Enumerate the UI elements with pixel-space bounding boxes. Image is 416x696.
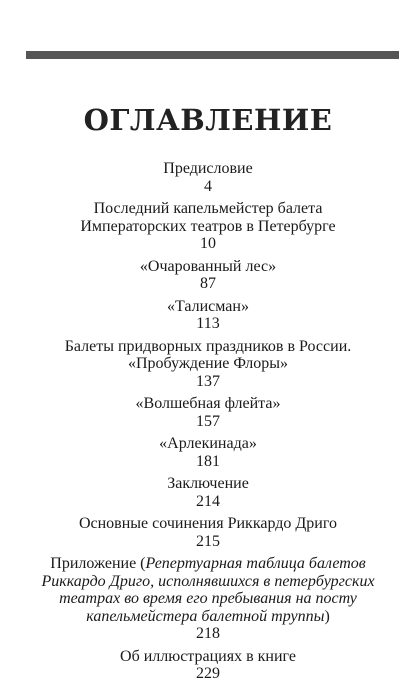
toc-entry-magic-flute[interactable] <box>0 395 416 430</box>
toc-entry-title-prefix: Приложение ( <box>50 555 146 572</box>
top-rule <box>26 51 399 59</box>
toc-entry-title: Балеты придворных праздников в России. <box>64 337 352 355</box>
toc-entry-title: Предисловие <box>163 160 253 177</box>
toc-entry-title <box>0 555 416 573</box>
toc-entry-title-italic: Репертуарная таблица балетов <box>145 555 366 572</box>
toc-entry-title-italic: капельмейстера балетной труппы <box>86 607 325 625</box>
toc-entry-title <box>0 590 416 608</box>
toc-page-number: 137 <box>196 372 220 390</box>
toc-page-number: 10 <box>200 235 216 252</box>
toc-entry-title: Последний капельмейстер балета <box>93 200 323 217</box>
toc-page-number: 181 <box>196 452 220 470</box>
toc-entry-title: «Волшебная флейта» <box>135 395 281 412</box>
toc-page-number: 229 <box>196 665 220 682</box>
toc-page-number: 157 <box>196 412 220 430</box>
toc-entry-title-italic: Риккардо Дриго, исполнявшихся в петербургских <box>41 572 375 590</box>
toc-entry-enchanted-forest[interactable] <box>0 258 416 293</box>
toc-entry-title: Заключение <box>167 475 249 492</box>
toc-entry-title-italic: театрах во время его пребывания на посту <box>59 590 357 607</box>
toc-entry-last-kapellmeister[interactable] <box>0 200 416 253</box>
toc-entry-title <box>0 573 416 591</box>
toc-entry-title-suffix: ) <box>324 607 330 625</box>
toc-entry-title <box>0 608 416 626</box>
toc-page-number: 113 <box>196 315 220 332</box>
table-of-contents <box>0 160 416 688</box>
toc-entry-title: «Пробуждение Флоры» <box>128 355 288 372</box>
toc-entry-title: «Очарованный лес» <box>139 257 277 275</box>
toc-entry-appendix[interactable] <box>0 555 416 643</box>
toc-entry-court-ballets[interactable] <box>0 338 416 391</box>
toc-page-number: 87 <box>200 275 216 292</box>
toc-entry-preface[interactable] <box>0 160 416 195</box>
toc-entry-harlequinade[interactable] <box>0 435 416 470</box>
toc-page-number: 218 <box>196 625 220 642</box>
toc-entry-conclusion[interactable] <box>0 475 416 510</box>
toc-page-number: 214 <box>196 492 220 510</box>
toc-page-number: 4 <box>204 177 212 195</box>
toc-entry-title: Основные сочинения Риккардо Дриго <box>78 515 338 532</box>
toc-entry-title: Императорских театров в Петербурге <box>80 217 336 235</box>
toc-entry-title: Об иллюстрациях в книге <box>120 647 296 665</box>
toc-entry-title: «Талисман» <box>167 297 249 315</box>
toc-entry-main-works[interactable] <box>0 515 416 550</box>
toc-entry-title: «Арлекинада» <box>159 435 257 452</box>
toc-page-number: 215 <box>196 532 220 550</box>
toc-entry-illustrations[interactable] <box>0 648 416 683</box>
toc-entry-talisman[interactable] <box>0 298 416 333</box>
page-title: ОГЛАВЛЕНИЕ <box>83 103 333 137</box>
